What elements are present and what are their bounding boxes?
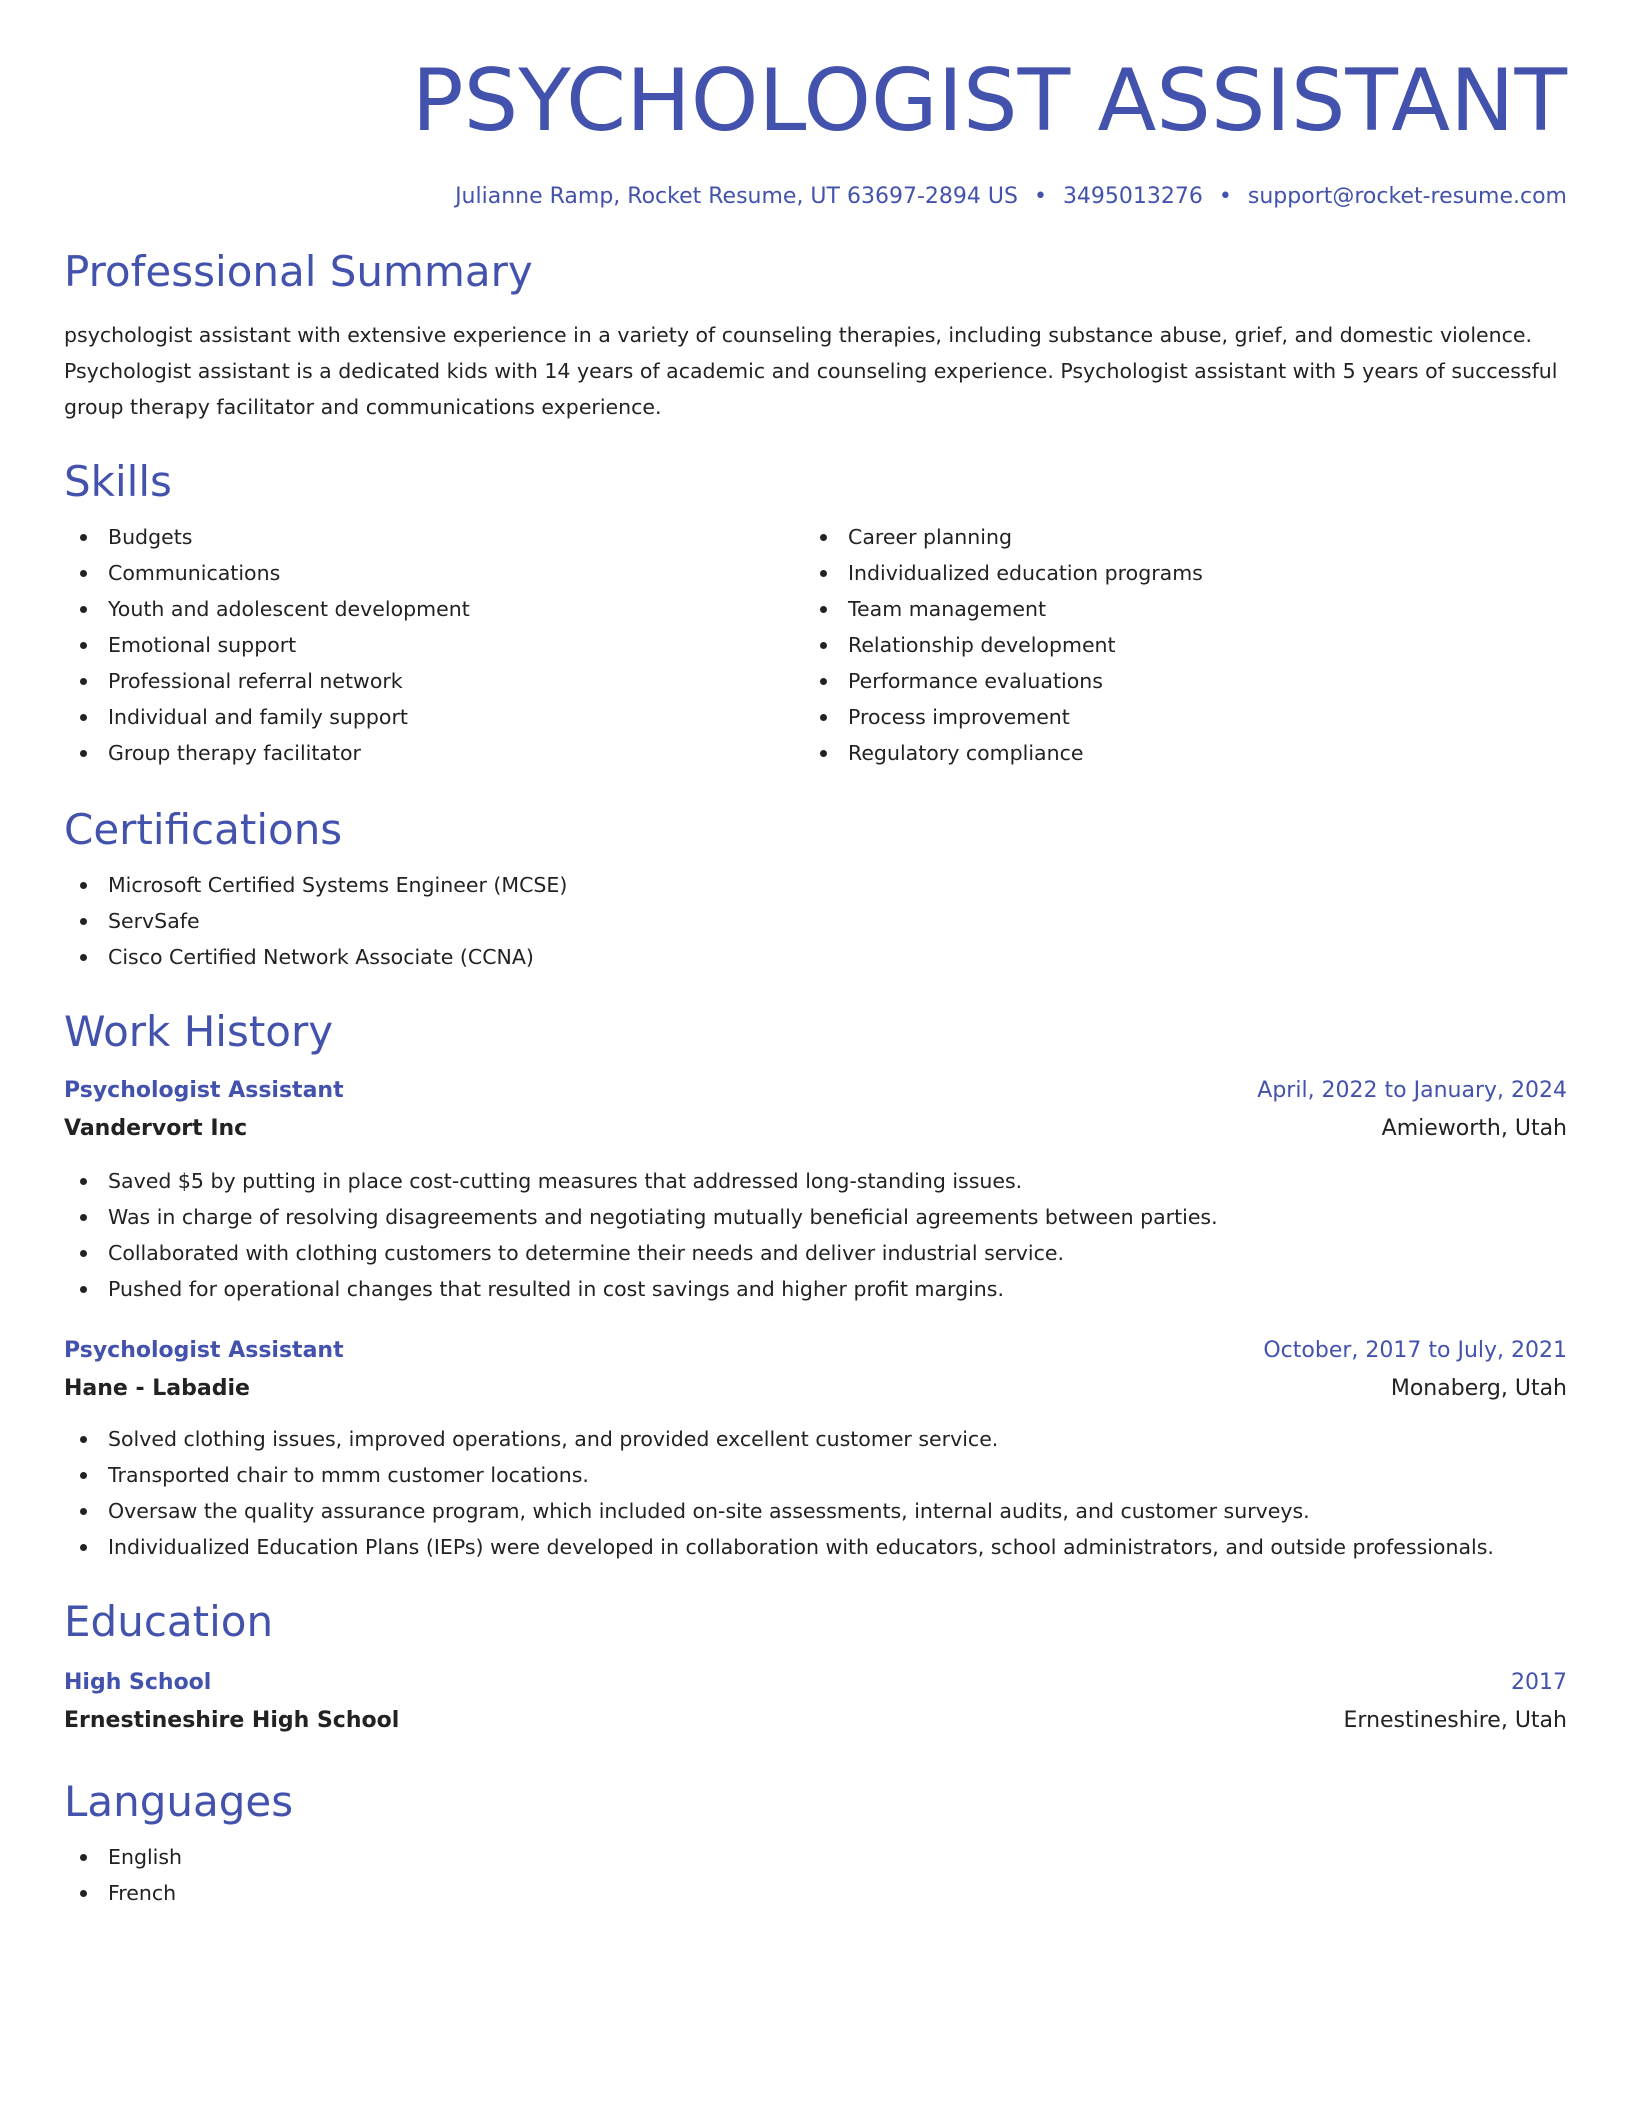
contact-phone: 3495013276: [1062, 184, 1203, 209]
skills-heading: Skills: [64, 457, 172, 506]
certifications-section: [64, 805, 1567, 975]
contact-separator: •: [1218, 184, 1232, 209]
contact-separator: •: [1033, 184, 1047, 209]
job-subheader: [64, 1369, 1567, 1409]
company-name: Hane - Labadie: [64, 1376, 250, 1401]
job-subheader: [64, 1109, 1567, 1149]
school-name: Ernestineshire High School: [64, 1708, 400, 1733]
summary-text: psychologist assistant with extensive experience in a variety of counseling therapies, including substance abuse, grief, and domestic violence. Psychologist assistant is a dedicated kids with 14 years of academic and counseling experience. Psychologist assistant with 5 years of successful group therapy facilitator and communications experience.: [64, 323, 1558, 419]
list-item: Individualized Education Plans (IEPs) were developed in collaboration with educators, school administrators, and outside professionals.: [64, 1529, 1567, 1565]
job-dates: April, 2022 to January, 2024: [1257, 1078, 1567, 1103]
resume-title: PSYCHOLOGIST ASSISTANT: [411, 51, 1567, 151]
education-degree: High School: [64, 1670, 212, 1695]
list-item: Professional referral network: [64, 663, 804, 699]
summary-heading: Professional Summary: [64, 247, 533, 296]
contact-address: Julianne Ramp, Rocket Resume, UT 63697-2894 US: [455, 184, 1018, 209]
education-entry: [64, 1665, 1567, 1741]
list-item: ServSafe: [64, 903, 1567, 939]
contact-line: [64, 184, 1567, 209]
list-item: Transported chair to mmm customer locations.: [64, 1457, 1567, 1493]
job-header: [64, 1073, 1567, 1109]
company-name: Vandervort Inc: [64, 1116, 248, 1141]
list-item: Pushed for operational changes that resulted in cost savings and higher profit margins.: [64, 1271, 1567, 1307]
list-item: Individual and family support: [64, 699, 804, 735]
job-entry: [64, 1073, 1567, 1307]
list-item: Group therapy facilitator: [64, 735, 804, 771]
list-item: English: [64, 1839, 1567, 1875]
list-item: Performance evaluations: [804, 663, 1544, 699]
job-location: Monaberg, Utah: [1390, 1376, 1567, 1401]
list-item: Cisco Certified Network Associate (CCNA): [64, 939, 1567, 975]
list-item: Budgets: [64, 519, 804, 555]
list-item: Individualized education programs: [804, 555, 1544, 591]
list-item: Oversaw the quality assurance program, which included on-site assessments, internal audits, and customer surveys.: [64, 1493, 1567, 1529]
work-history-section: [64, 1007, 1567, 1565]
education-year: 2017: [1511, 1670, 1567, 1695]
languages-list: [64, 1839, 1567, 1911]
list-item: Saved $5 by putting in place cost-cutting measures that addressed long-standing issues.: [64, 1163, 1567, 1199]
summary-section: [64, 247, 1567, 425]
contact-email[interactable]: support@rocket-resume.com: [1247, 184, 1567, 209]
list-item: French: [64, 1875, 1567, 1911]
work-history-heading: Work History: [64, 1007, 334, 1056]
list-item: Youth and adolescent development: [64, 591, 804, 627]
education-heading: Education: [64, 1597, 274, 1646]
list-item: Emotional support: [64, 627, 804, 663]
list-item: Career planning: [804, 519, 1544, 555]
list-item: Was in charge of resolving disagreements and negotiating mutually beneficial agreements between parties.: [64, 1199, 1567, 1235]
job-entry: [64, 1333, 1567, 1565]
skills-list-left: [64, 519, 804, 771]
job-bullets: [64, 1163, 1567, 1307]
list-item: Regulatory compliance: [804, 735, 1544, 771]
languages-section: [64, 1777, 1567, 1911]
list-item: Microsoft Certified Systems Engineer (MCSE): [64, 867, 1567, 903]
list-item: Team management: [804, 591, 1544, 627]
job-header: [64, 1333, 1567, 1369]
certifications-heading: Certifications: [64, 805, 343, 854]
job-title: Psychologist Assistant: [64, 1338, 344, 1363]
list-item: Communications: [64, 555, 804, 591]
school-location: Ernestineshire, Utah: [1343, 1708, 1567, 1733]
job-dates: October, 2017 to July, 2021: [1263, 1338, 1567, 1363]
job-title: Psychologist Assistant: [64, 1078, 344, 1103]
skills-section: [64, 457, 1567, 771]
list-item: Process improvement: [804, 699, 1544, 735]
job-bullets: [64, 1421, 1567, 1565]
job-location: Amieworth, Utah: [1381, 1116, 1567, 1141]
list-item: Collaborated with clothing customers to determine their needs and deliver industrial service.: [64, 1235, 1567, 1271]
skills-columns: [64, 519, 1567, 771]
education-section: [64, 1597, 1567, 1741]
resume-page: [64, 0, 1567, 1911]
education-subheader: [64, 1701, 1567, 1741]
list-item: Relationship development: [804, 627, 1544, 663]
certifications-list: [64, 867, 1567, 975]
list-item: Solved clothing issues, improved operations, and provided excellent customer service.: [64, 1421, 1567, 1457]
languages-heading: Languages: [64, 1777, 294, 1826]
education-header: [64, 1665, 1567, 1701]
skills-list-right: [804, 519, 1544, 771]
